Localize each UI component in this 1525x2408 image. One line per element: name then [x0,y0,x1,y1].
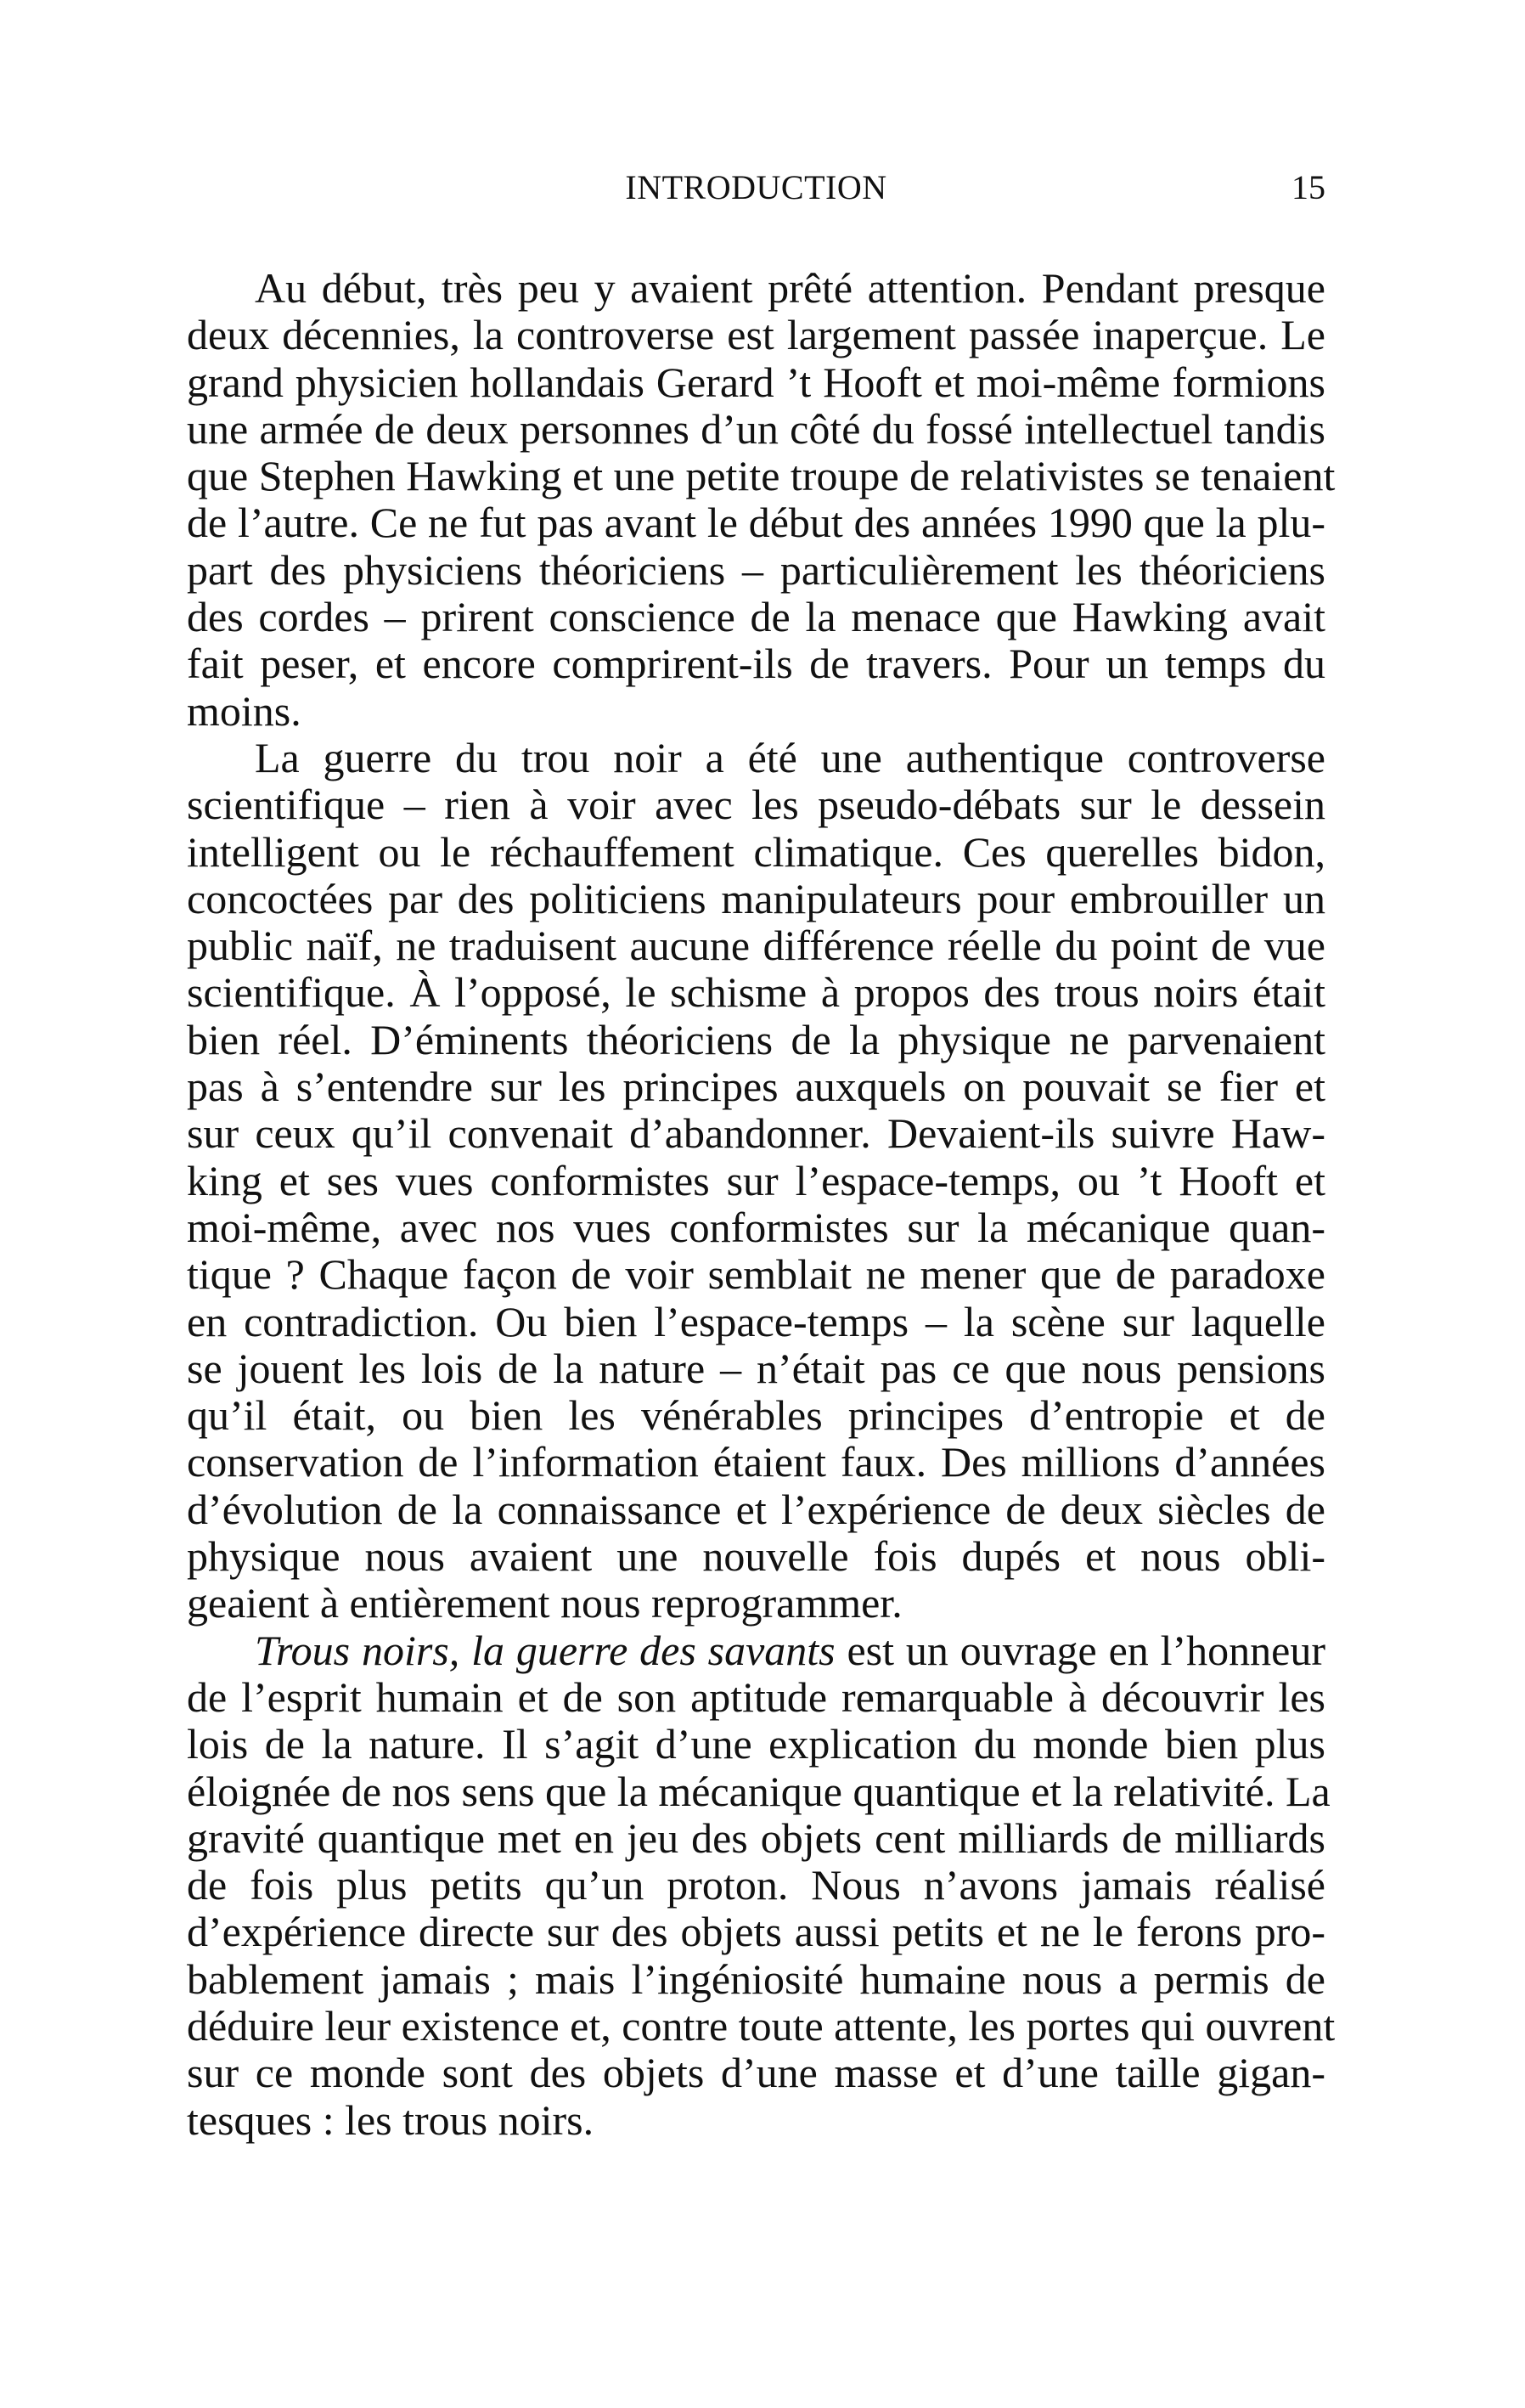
text-line: se jouent les lois de la nature – n’était pas ce que nous pensions [187,1344,1325,1392]
text-line: d’évolution de la connaissance et l’expérience de deux siècles de [187,1485,1325,1533]
text-line: des cordes – prirent conscience de la menace que Hawking avait [187,593,1325,641]
header-title: INTRODUCTION [625,168,887,206]
text-line: une armée de deux personnes d’un côté du fossé intellectuel tandis [187,404,1325,453]
text-line: moi-même, avec nos vues conformistes sur la mécanique quan- [187,1203,1325,1251]
text-line: scientifique – rien à voir avec les pseudo-débats sur le dessein [187,781,1325,829]
text-line: Au début, très peu y avaient prêté attention. Pendant presque [255,264,1325,312]
running-header [187,166,1325,209]
text-line: intelligent ou le réchauffement climatique. Ces querelles bidon, [187,827,1325,876]
paragraph-1 [187,264,1336,735]
text-line: king et ses vues conformistes sur l’espace-temps, ou ’t Hooft et [187,1156,1325,1204]
text-line: lois de la nature. Il s’agit d’une explication du monde bien plus [187,1720,1325,1768]
text-line [187,1627,1325,1674]
text-line: La guerre du trou noir a été une authentique controverse [255,733,1325,781]
text-line: de l’autre. Ce ne fut pas avant le début des années 1990 que la plu- [187,499,1325,547]
text-line: fait peser, et encore comprirent-ils de travers. Pour un temps du [187,640,1325,688]
text-line: que Stephen Hawking et une petite troupe de relativistes se tenaient [187,452,1336,500]
text-line: geaient à entièrement nous reprogrammer. [187,1579,903,1627]
text-line: tesques : les trous noirs. [187,2095,594,2144]
text-line: physique nous avaient une nouvelle fois dupés et nous obli- [187,1532,1325,1581]
text-line: part des physiciens théoriciens – particulièrement les théoriciens [187,545,1325,594]
text-line: sur ce monde sont des objets d’une masse et d’une taille gigan- [187,2049,1325,2097]
text-line: scientifique. À l’opposé, le schisme à propos des trous noirs était [187,968,1325,1017]
text-line: déduire leur existence et, contre toute attente, les portes qui ouvrent [187,2001,1336,2050]
text-line: bien réel. D’éminents théoriciens de la physique ne parvenaient [187,1015,1325,1063]
text-line: tique ? Chaque façon de voir semblait ne mener que de paradoxe [187,1250,1325,1299]
paragraph-3 [187,1626,1336,2144]
text-line: de l’esprit humain et de son aptitude remarquable à découvrir les [187,1672,1325,1721]
text-line: grand physicien hollandais Gerard ’t Hooft et moi-même formions [187,358,1325,406]
text-line: public naïf, ne traduisent aucune différence réelle du point de vue [187,922,1325,970]
text-line: bablement jamais ; mais l’ingéniosité humaine nous a permis de [187,1954,1325,2003]
page-number: 15 [1291,168,1325,206]
text-line: gravité quantique met en jeu des objets cent milliards de milliards [187,1813,1325,1862]
text-line: d’expérience directe sur des objets aussi petits et ne le ferons pro- [187,1908,1325,1956]
text-line: conservation de l’information étaient faux. Des millions d’années [187,1438,1325,1486]
text-line: éloignée de nos sens que la mécanique quantique et la relativité. La [187,1767,1331,1815]
paragraph-2 [187,735,1325,1627]
text-line: deux décennies, la controverse est largement passée inaperçue. Le [187,311,1325,359]
text-run: est un ouvrage en l’honneur [835,1626,1325,1674]
text-line: concoctées par des politiciens manipulateurs pour embrouiller un [187,874,1325,922]
body-text [187,264,1336,2144]
text-line: sur ceux qu’il convenait d’abandonner. Devaient-ils suivre Haw- [187,1109,1325,1158]
text-line: de fois plus petits qu’un proton. Nous n’avons jamais réalisé [187,1861,1325,1909]
text-line: pas à s’entendre sur les principes auxquels on pouvait se fier et [187,1063,1325,1111]
book-title: Trous noirs, la guerre des savants [255,1626,836,1674]
text-line: moins. [187,686,301,735]
text-line: qu’il était, ou bien les vénérables principes d’entropie et de [187,1391,1325,1440]
text-line: en contradiction. Ou bien l’espace-temps – la scène sur laquelle [187,1297,1325,1345]
